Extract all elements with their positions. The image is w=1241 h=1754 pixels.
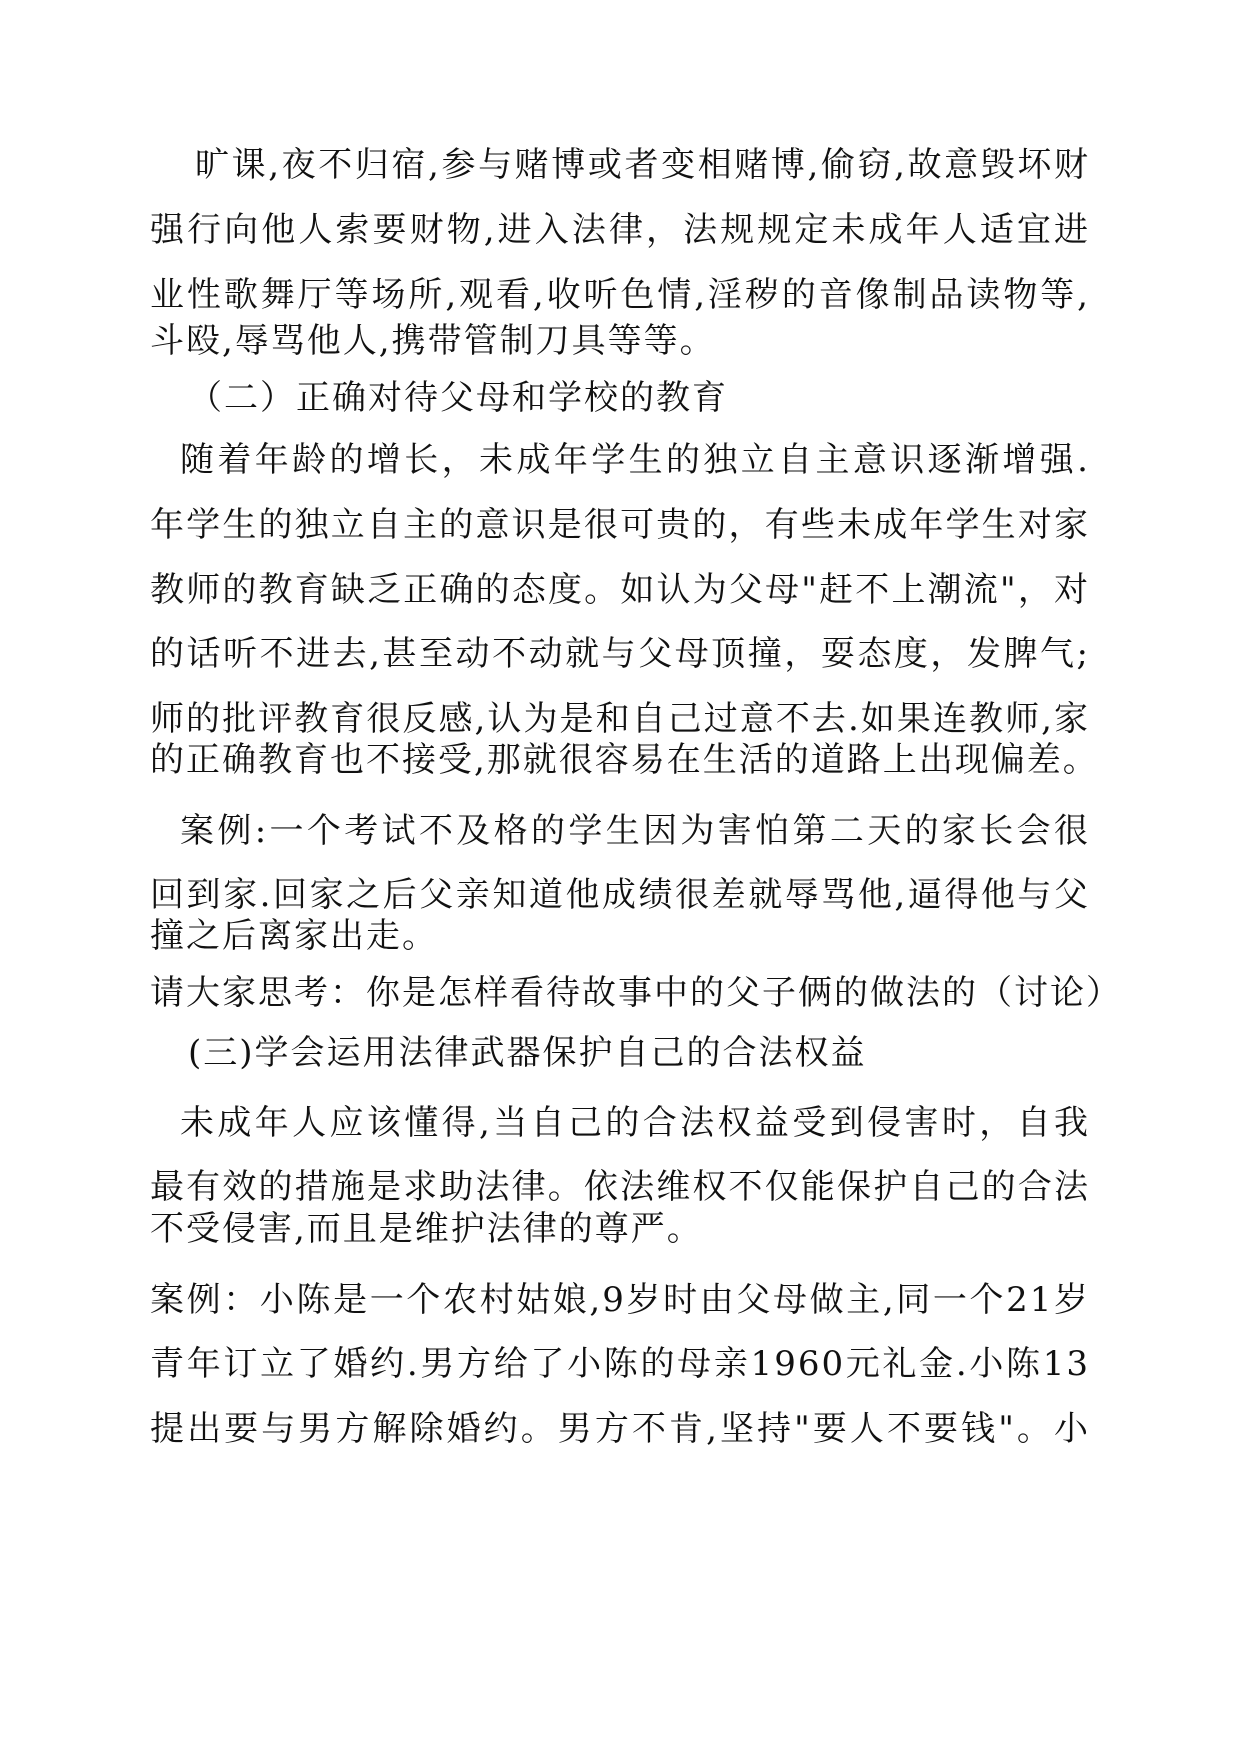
text-line: 年学生的独立自主的意识是很可贵的，有些未成年学生对家 — [150, 505, 1090, 545]
text-line: 未成年人应该懂得,当自己的合法权益受到侵害时，自我 — [180, 1103, 1090, 1143]
text-line: 撞之后离家出走。 — [150, 916, 438, 956]
text-line: 青年订立了婚约.男方给了小陈的母亲1960元礼金.小陈13 — [150, 1344, 1090, 1384]
text-line: 师的批评教育很反感,认为是和自己过意不去.如果连教师,家 — [150, 699, 1090, 739]
text-line: 最有效的措施是求助法律。依法维权不仅能保护自己的合法 — [150, 1167, 1090, 1207]
case-line: 案例:一个考试不及格的学生因为害怕第二天的家长会很 — [180, 811, 1090, 851]
text-line: 的正确教育也不接受,那就很容易在生活的道路上出现偏差。 — [150, 740, 1099, 780]
text-line: 教师的教育缺乏正确的态度。如认为父母"赶不上潮流"，对 — [150, 570, 1090, 610]
text-line: 提出要与男方解除婚约。男方不肯,坚持"要人不要钱"。小 — [150, 1409, 1090, 1449]
text-line: 强行向他人索要财物,进入法律，法规规定未成年人适宜进 — [150, 210, 1090, 250]
discussion-prompt: 请大家思考：你是怎样看待故事中的父子俩的做法的（讨论） — [150, 973, 1122, 1013]
text-line: 斗殴,辱骂他人,携带管制刀具等等。 — [150, 321, 716, 361]
text-line: 的话听不进去,甚至动不动就与父母顶撞，耍态度，发脾气; — [150, 634, 1090, 674]
case-line: 案例：小陈是一个农村姑娘,9岁时由父母做主,同一个21岁 — [150, 1280, 1090, 1320]
section-heading: (三)学会运用法律武器保护自己的合法权益 — [188, 1033, 867, 1073]
text-line: 随着年龄的增长，未成年学生的独立自主意识逐渐增强. — [180, 440, 1090, 480]
text-line: 不受侵害,而且是维护法律的尊严。 — [150, 1209, 703, 1249]
text-line: 回到家.回家之后父亲知道他成绩很差就辱骂他,逼得他与父 — [150, 875, 1090, 915]
text-line: 业性歌舞厅等场所,观看,收听色情,淫秽的音像制品读物等, — [150, 275, 1090, 315]
section-heading: （二）正确对待父母和学校的教育 — [188, 378, 728, 418]
text-line: 旷课,夜不归宿,参与赌博或者变相赌博,偷窃,故意毁坏财 — [195, 145, 1090, 185]
